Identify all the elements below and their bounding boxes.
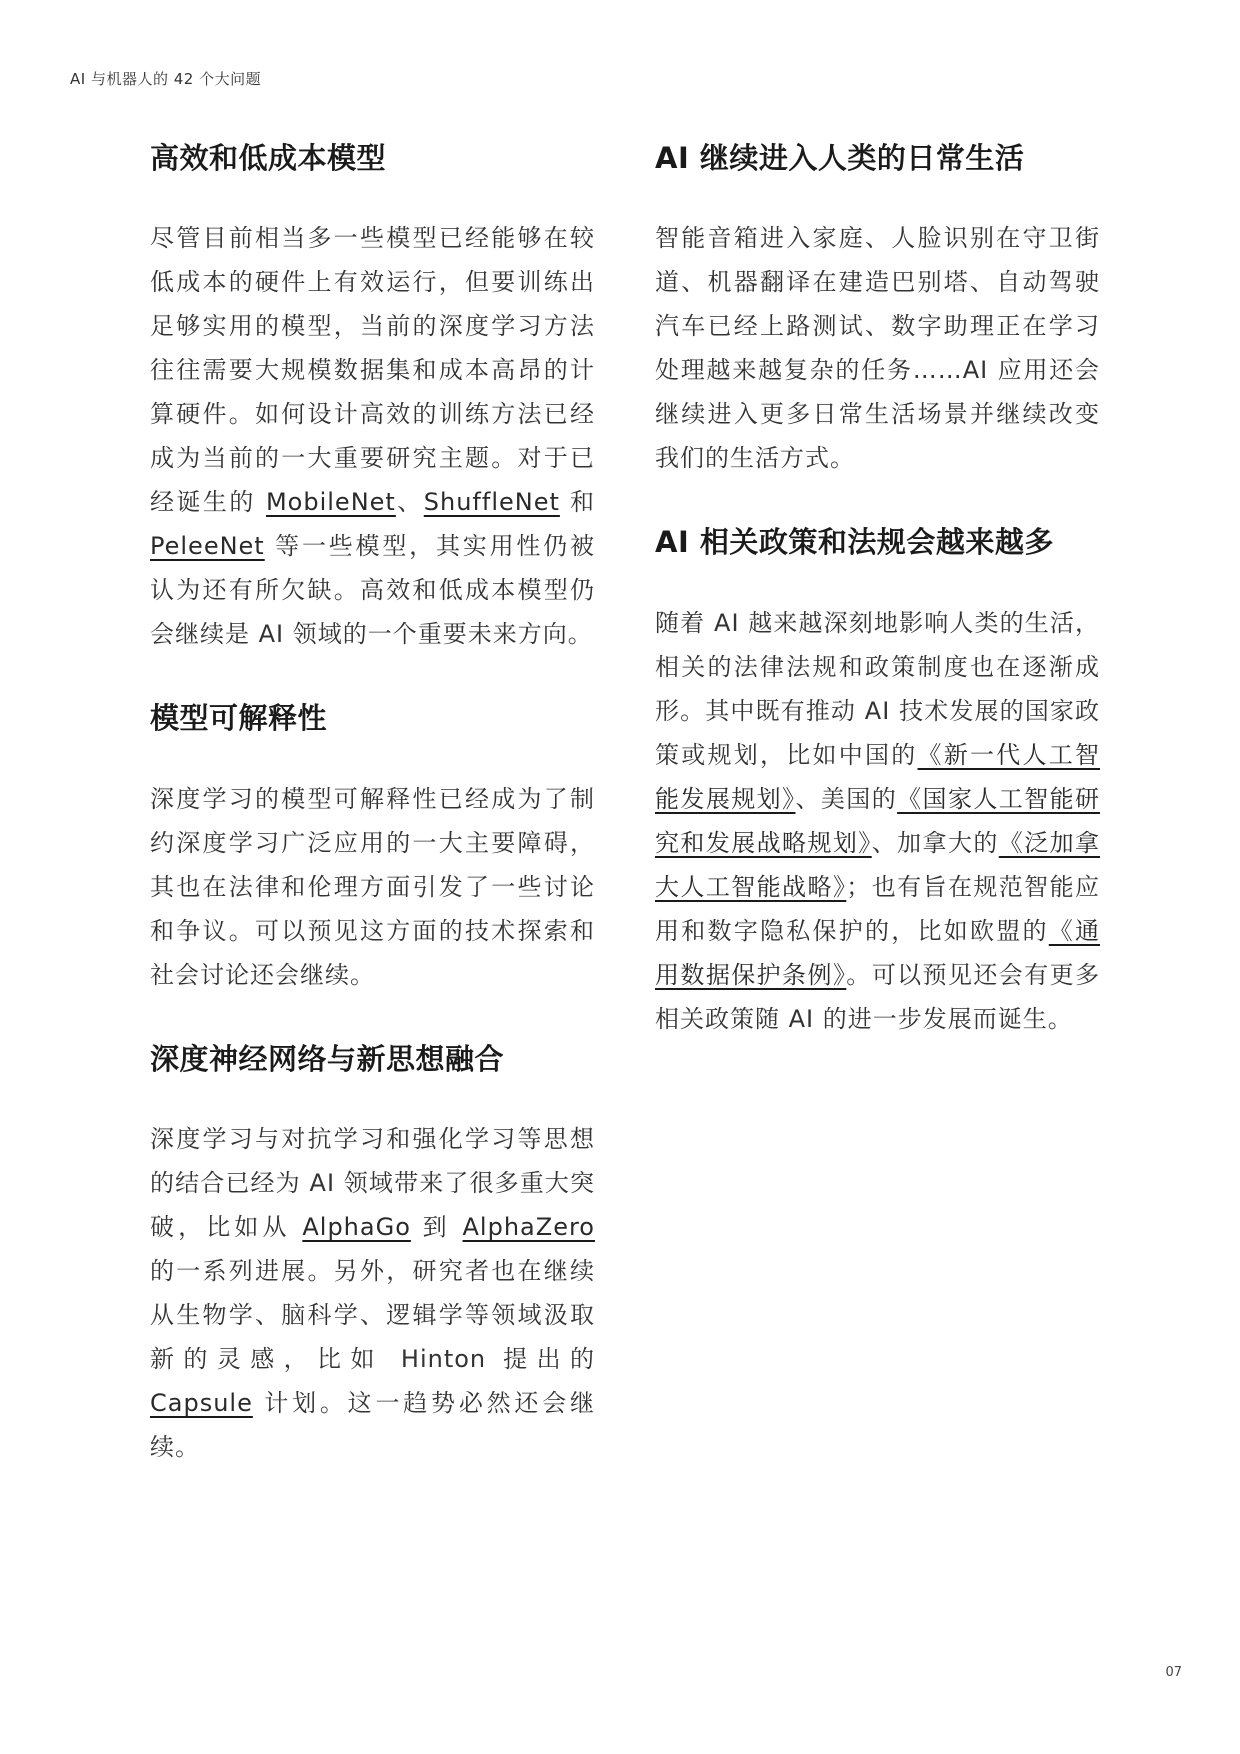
- section-title: 高效和低成本模型: [150, 141, 387, 175]
- section-body: 深度学习的模型可解释性已经成为了制约深度学习广泛应用的一大主要障碍，其也在法律和伦理方面引发了一些讨论和争议。可以预见这方面的技术探索和社会讨论还会继续。: [150, 784, 595, 989]
- body-text: 等一些模型，其实用性仍被认为还有所欠缺。高效和低成本模型仍会继续是 AI 领域的一个重要未来方向。: [150, 532, 595, 649]
- section-interpretability: [150, 700, 595, 996]
- right-column: [655, 140, 1100, 1085]
- link-us-plan[interactable]: 《国家人工智能研究和发展战略规划》: [655, 784, 1101, 857]
- body-text: 尽管目前相当多一些模型已经能够在较低成本的硬件上有效运行，但要训练出足够实用的模型，当前的深度学习方法往往需要大规模数据集和成本高昂的计算硬件。如何设计高效的训练方法已经成为当前的一大重要研究主题。对于已经诞生的: [150, 224, 595, 517]
- link-alphago[interactable]: AlphaGo: [302, 1212, 411, 1241]
- section-title: 深度神经网络与新思想融合: [150, 1041, 505, 1076]
- link-alphazero[interactable]: AlphaZero: [462, 1212, 595, 1241]
- left-column: [150, 140, 595, 1513]
- body-text: ；也有旨在规范智能应用和数字隐私保护的，比如欧盟的: [655, 872, 1101, 945]
- body-text: 。可以预见还会有更多相关政策随 AI 的进一步发展而诞生。: [655, 960, 1101, 1033]
- body-text: 计划。这一趋势必然还会继续。: [150, 1388, 595, 1461]
- section-title: AI 继续进入人类的日常生活: [655, 141, 1025, 175]
- section-body: [655, 601, 1100, 1041]
- section-dnn-fusion: [150, 1041, 595, 1469]
- body-text: 、加拿大的: [871, 828, 999, 857]
- section-body: [150, 216, 595, 656]
- link-china-plan[interactable]: 《新一代人工智能发展规划》: [655, 740, 1100, 813]
- page-number: 07: [1165, 1665, 1182, 1680]
- section-title: AI 相关政策和法规会越来越多: [655, 525, 1054, 560]
- section-daily-life: [655, 140, 1100, 480]
- link-gdpr[interactable]: 《通用数据保护条例》: [655, 916, 1100, 989]
- link-shufflenet[interactable]: ShuffleNet: [423, 488, 560, 517]
- link-mobilenet[interactable]: MobileNet: [265, 488, 396, 517]
- link-peleenet[interactable]: PeleeNet: [150, 532, 265, 561]
- body-text: 深度学习与对抗学习和强化学习等思想的结合已经为 AI 领域带来了很多重大突破，比如从: [150, 1124, 595, 1241]
- body-text: 和: [559, 488, 595, 517]
- section-title: 模型可解释性: [150, 701, 328, 736]
- section-efficient-models: [150, 140, 595, 656]
- section-body: 智能音箱进入家庭、人脸识别在守卫街道、机器翻译在建造巴别塔、自动驾驶汽车已经上路测试、数字助理正在学习处理越来越复杂的任务……AI 应用还会继续进入更多日常生活场景并继续改变我们的生活方式。: [655, 224, 1100, 473]
- body-text: 、美国的: [795, 784, 898, 813]
- section-body: [150, 1117, 595, 1469]
- body-text: 到: [410, 1212, 463, 1241]
- running-header: AI 与机器人的 42 个大问题: [70, 70, 262, 88]
- body-text: 、: [395, 488, 424, 517]
- body-text: 的一系列进展。另外，研究者也在继续从生物学、脑科学、逻辑学等领域汲取新的灵感，比如 Hinton 提出的: [150, 1256, 595, 1373]
- body-text: 随着 AI 越来越深刻地影响人类的生活，相关的法律法规和政策制度也在逐渐成形。其中既有推动 AI 技术发展的国家政策或规划，比如中国的: [655, 608, 1100, 769]
- section-policy: [655, 524, 1100, 1040]
- link-capsule[interactable]: Capsule: [150, 1388, 253, 1417]
- link-canada-strategy[interactable]: 《泛加拿大人工智能战略》: [655, 828, 1101, 901]
